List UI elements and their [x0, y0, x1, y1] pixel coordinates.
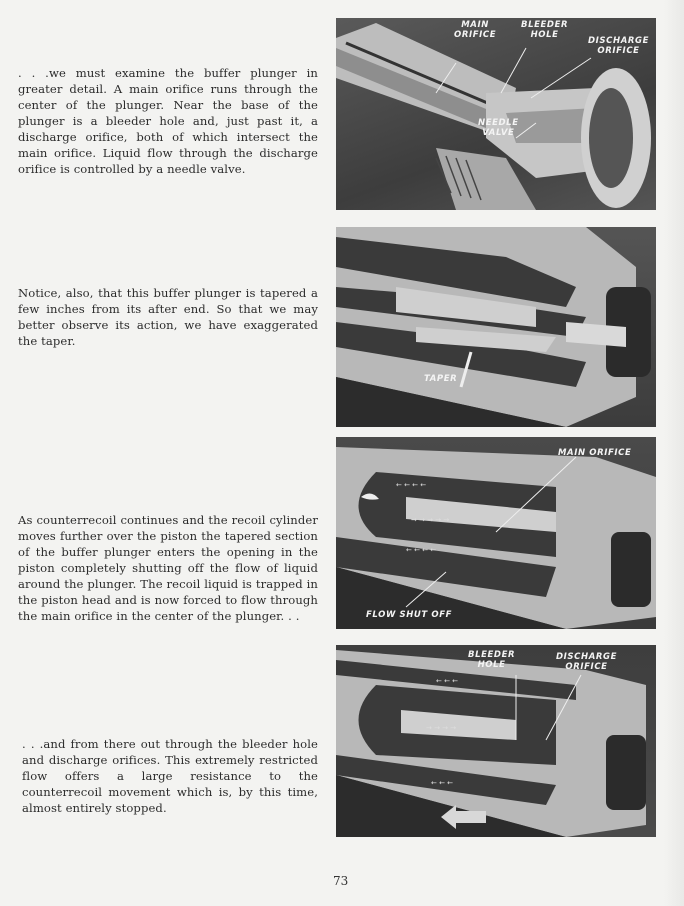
plunger-taper-illustration — [336, 227, 656, 427]
paragraph-bleeder-discharge-flow: . . .and from there out through the bleeder hole and discharge orifices. This extremely restricted flow offers a large resistance to the counterrecoil movement which is, by this time, almost entirely stopped. — [22, 736, 318, 815]
svg-text:← ← ←: ← ← ← — [436, 677, 459, 685]
page-number: 73 — [333, 874, 349, 888]
figure-plunger-cutaway — [336, 18, 656, 210]
figure-flow-shut-off — [336, 437, 656, 629]
label-main-orifice: MAIN ORIFICE — [454, 20, 497, 40]
page-edge-shadow — [664, 0, 684, 906]
figure-bleeder-discharge-flow — [336, 645, 656, 837]
label-taper: TAPER — [424, 374, 458, 384]
label-needle-valve: NEEDLE VALVE — [478, 118, 519, 138]
figure-plunger-taper — [336, 227, 656, 427]
paragraph-taper: Notice, also, that this buffer plunger is tapered a few inches from its after end. So that we may better observe its action, we have exaggerated the taper. — [18, 285, 318, 348]
label-discharge-orifice: DISCHARGE ORIFICE — [556, 652, 617, 672]
label-bleeder-hole: BLEEDER HOLE — [521, 20, 569, 40]
svg-text:← ← ← ←: ← ← ← ← — [406, 546, 437, 554]
svg-text:→ → → →: → → → → — [426, 724, 457, 732]
svg-text:← ← ← ←: ← ← ← ← — [396, 481, 427, 489]
svg-text:→ → → → →: → → → → → — [411, 516, 450, 524]
flow-shut-off-illustration — [336, 437, 656, 629]
paragraph-counterrecoil-continues: As counterrecoil continues and the recoil cylinder moves further over the piston the tapered section of the buffer plunger enters the opening in the piston completely shutting off the flow of liquid around the plunger. The recoil liquid is trapped in the piston head and is now forced to flow through the main orifice in the center of the plunger. . . — [18, 512, 318, 623]
svg-text:← ← ←: ← ← ← — [431, 779, 454, 787]
label-main-orifice: MAIN ORIFICE — [558, 448, 632, 458]
label-flow-shut-off: FLOW SHUT OFF — [366, 610, 453, 620]
label-bleeder-hole: BLEEDER HOLE — [468, 650, 516, 670]
label-discharge-orifice: DISCHARGE ORIFICE — [588, 36, 649, 56]
paragraph-buffer-plunger-detail: . . .we must examine the buffer plunger in greater detail. A main orifice runs through the center of the plunger. Near the base of the plunger is a bleeder hole and, just past it, a discharge orifice, both of which intersect the main orifice. Liquid flow through the discharge orifice is controlled by a needle valve. — [18, 65, 318, 176]
bleeder-discharge-illustration — [336, 645, 656, 837]
